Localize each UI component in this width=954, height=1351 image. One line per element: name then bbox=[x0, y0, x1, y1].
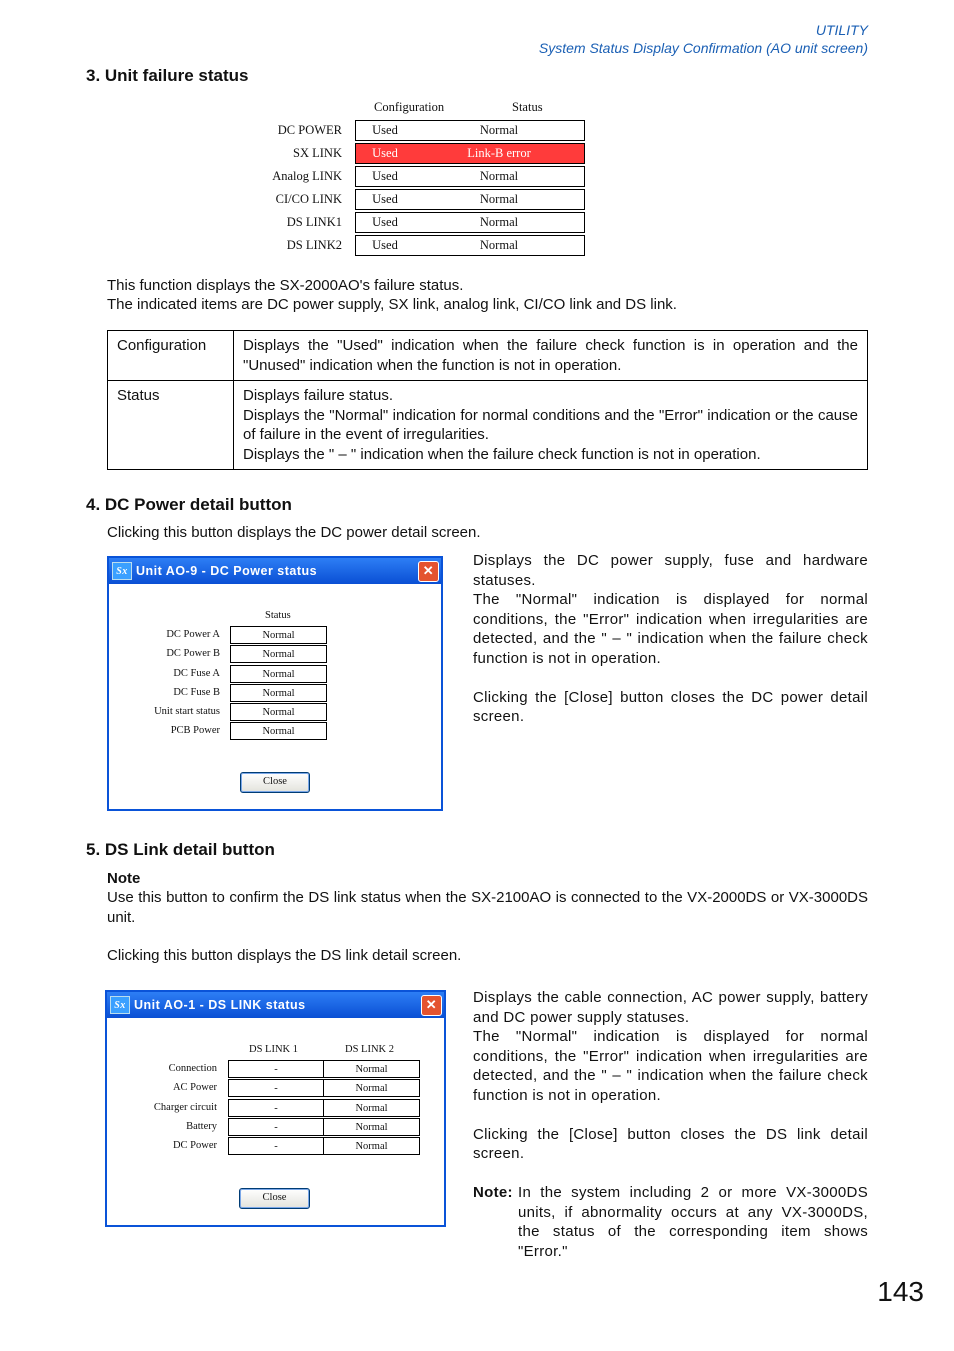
dc-label: DC Fuse B bbox=[173, 687, 220, 698]
ds-value-2: Normal bbox=[323, 1137, 420, 1155]
table-row bbox=[108, 331, 868, 381]
ds-value-1: - bbox=[228, 1137, 324, 1155]
window-title: Unit AO-1 - DS LINK status bbox=[134, 998, 306, 1012]
section-5-heading: 5. DS Link detail button bbox=[86, 840, 275, 859]
dc-value: Normal bbox=[230, 645, 327, 663]
close-button[interactable]: Close bbox=[240, 772, 310, 793]
note-title: Note bbox=[107, 870, 141, 887]
s4-intro: Clicking this button displays the DC power detail screen. bbox=[107, 524, 481, 541]
desc-key: Configuration bbox=[108, 331, 234, 381]
s5-text bbox=[473, 988, 868, 1261]
dc-value: Normal bbox=[230, 684, 327, 702]
desc-value bbox=[234, 381, 868, 470]
dc-value: Normal bbox=[230, 722, 327, 740]
close-icon[interactable]: ✕ bbox=[421, 995, 442, 1016]
uf-status: Normal bbox=[479, 192, 519, 206]
s4-text-1: Displays the DC power supply, fuse and hardware statuses. bbox=[473, 552, 868, 589]
uf-label: DC POWER bbox=[277, 123, 342, 137]
desc-line: Displays the "Normal" indication for normal conditions and the "Error" indication or the cause of failure in the event of irregularities. bbox=[243, 406, 858, 443]
s4-text bbox=[473, 551, 868, 727]
uf-label: SX LINK bbox=[293, 146, 342, 160]
window-title: Unit AO-9 - DC Power status bbox=[136, 564, 318, 578]
s5-intro: Clicking this button displays the DS link detail screen. bbox=[107, 947, 462, 964]
ds-value-2: Normal bbox=[323, 1060, 420, 1078]
window-titlebar[interactable] bbox=[109, 558, 441, 584]
s5-text-1: Displays the cable connection, AC power supply, battery and DC power supply statuses. bbox=[473, 989, 868, 1026]
s5-note2 bbox=[473, 1183, 868, 1261]
uf-config: Used bbox=[372, 192, 398, 206]
uf-label: DS LINK1 bbox=[286, 215, 342, 229]
uf-label: CI/CO LINK bbox=[275, 192, 342, 206]
ds-value-1: - bbox=[228, 1118, 324, 1136]
uf-config: Used bbox=[372, 215, 398, 229]
uf-status: Normal bbox=[479, 169, 519, 183]
ds-label: Charger circuit bbox=[153, 1102, 217, 1113]
note-text: Use this button to confirm the DS link status when the SX-2100AO is connected to the VX-2000DS or VX-3000DS unit. bbox=[107, 889, 868, 926]
dc-value: Normal bbox=[230, 626, 327, 644]
dc-label: PCB Power bbox=[170, 725, 220, 736]
note2-label: Note: bbox=[473, 1184, 513, 1201]
uf-config: Used bbox=[372, 146, 398, 160]
s5-text-2: The "Normal" indication is displayed for normal conditions, the "Error" indication when irregularities are detected, and the " – " indication when the failure check function is not in operation. bbox=[473, 1028, 868, 1104]
description-table bbox=[107, 330, 868, 470]
ds-value-1: - bbox=[228, 1099, 324, 1117]
dc-value: Normal bbox=[230, 665, 327, 683]
uf-config: Used bbox=[372, 169, 398, 183]
uf-label: Analog LINK bbox=[272, 169, 342, 183]
ds-value-2: Normal bbox=[323, 1118, 420, 1136]
page-number: 143 bbox=[877, 1276, 924, 1307]
header-section: UTILITY bbox=[815, 22, 868, 38]
desc-key: Status bbox=[108, 381, 234, 470]
uf-row bbox=[355, 166, 585, 187]
s5-text-3: Clicking the [Close] button closes the DS link detail screen. bbox=[473, 1125, 868, 1162]
note2-text: In the system including 2 or more VX-3000DS units, if abnormality occurs at any VX-3000DS, the status of the corresponding item shows "Error." bbox=[518, 1184, 868, 1260]
window-body bbox=[109, 584, 441, 809]
ds-label: DC Power bbox=[172, 1140, 217, 1151]
s4-text-2: The "Normal" indication is displayed for normal conditions, the "Error" indication when irregularities are detected, and the " – " indication when the failure check function is not in operation. bbox=[473, 591, 868, 667]
uf-status: Normal bbox=[479, 215, 519, 229]
s3-paragraph-1: This function displays the SX-2000AO's failure status. bbox=[107, 277, 464, 294]
ds-value-1: - bbox=[228, 1079, 324, 1097]
close-button[interactable]: Close bbox=[239, 1188, 310, 1209]
uf-row-error bbox=[355, 143, 585, 164]
table-row bbox=[108, 381, 868, 470]
close-icon[interactable]: ✕ bbox=[418, 561, 439, 582]
ds-label: Battery bbox=[186, 1121, 217, 1132]
uf-col-status: Status bbox=[512, 100, 543, 114]
ds-value-2: Normal bbox=[323, 1099, 420, 1117]
uf-status: Normal bbox=[479, 123, 519, 137]
dc-label: DC Power B bbox=[166, 648, 220, 659]
ds-label: AC Power bbox=[172, 1082, 217, 1093]
uf-config: Used bbox=[372, 238, 398, 252]
dc-label: Unit start status bbox=[154, 706, 220, 717]
sx-logo-icon: Sx bbox=[112, 562, 132, 580]
uf-config: Used bbox=[372, 123, 398, 137]
ds-column-header: DS LINK 1 bbox=[249, 1044, 298, 1055]
s4-text-3: Clicking the [Close] button closes the DC power detail screen. bbox=[473, 688, 868, 725]
ds-value-2: Normal bbox=[323, 1079, 420, 1097]
uf-row bbox=[355, 212, 585, 233]
dc-label: DC Fuse A bbox=[173, 668, 220, 679]
dc-label: DC Power A bbox=[166, 629, 220, 640]
dc-power-window bbox=[107, 556, 443, 811]
section-4-heading: 4. DC Power detail button bbox=[86, 495, 292, 514]
uf-col-config: Configuration bbox=[374, 100, 445, 114]
ds-value-1: - bbox=[228, 1060, 324, 1078]
header-subtitle: System Status Display Confirmation (AO unit screen) bbox=[538, 40, 868, 56]
uf-row bbox=[355, 189, 585, 210]
desc-line: Displays the "Used" indication when the failure check function is in operation and the "Unused" indication when the function is not in operation. bbox=[243, 337, 858, 374]
section-3-heading: 3. Unit failure status bbox=[86, 66, 249, 85]
desc-value bbox=[234, 331, 868, 381]
uf-row bbox=[355, 120, 585, 141]
ds-link-window bbox=[105, 990, 446, 1227]
desc-line: Displays the " – " indication when the failure check function is not in operation. bbox=[243, 445, 761, 463]
window-body bbox=[107, 1018, 444, 1225]
ds-column-header: DS LINK 2 bbox=[345, 1044, 394, 1055]
sx-logo-icon: Sx bbox=[110, 996, 130, 1014]
uf-status: Normal bbox=[479, 238, 519, 252]
dc-value: Normal bbox=[230, 703, 327, 721]
uf-status: Link-B error bbox=[467, 146, 531, 160]
desc-line: Displays failure status. bbox=[243, 387, 394, 404]
ds-label: Connection bbox=[168, 1063, 217, 1074]
s3-paragraph-2: The indicated items are DC power supply, SX link, analog link, CI/CO link and DS link. bbox=[107, 296, 677, 313]
uf-label: DS LINK2 bbox=[286, 238, 342, 252]
uf-row bbox=[355, 235, 585, 256]
status-column-header: Status bbox=[265, 610, 291, 621]
window-titlebar[interactable] bbox=[107, 992, 444, 1018]
